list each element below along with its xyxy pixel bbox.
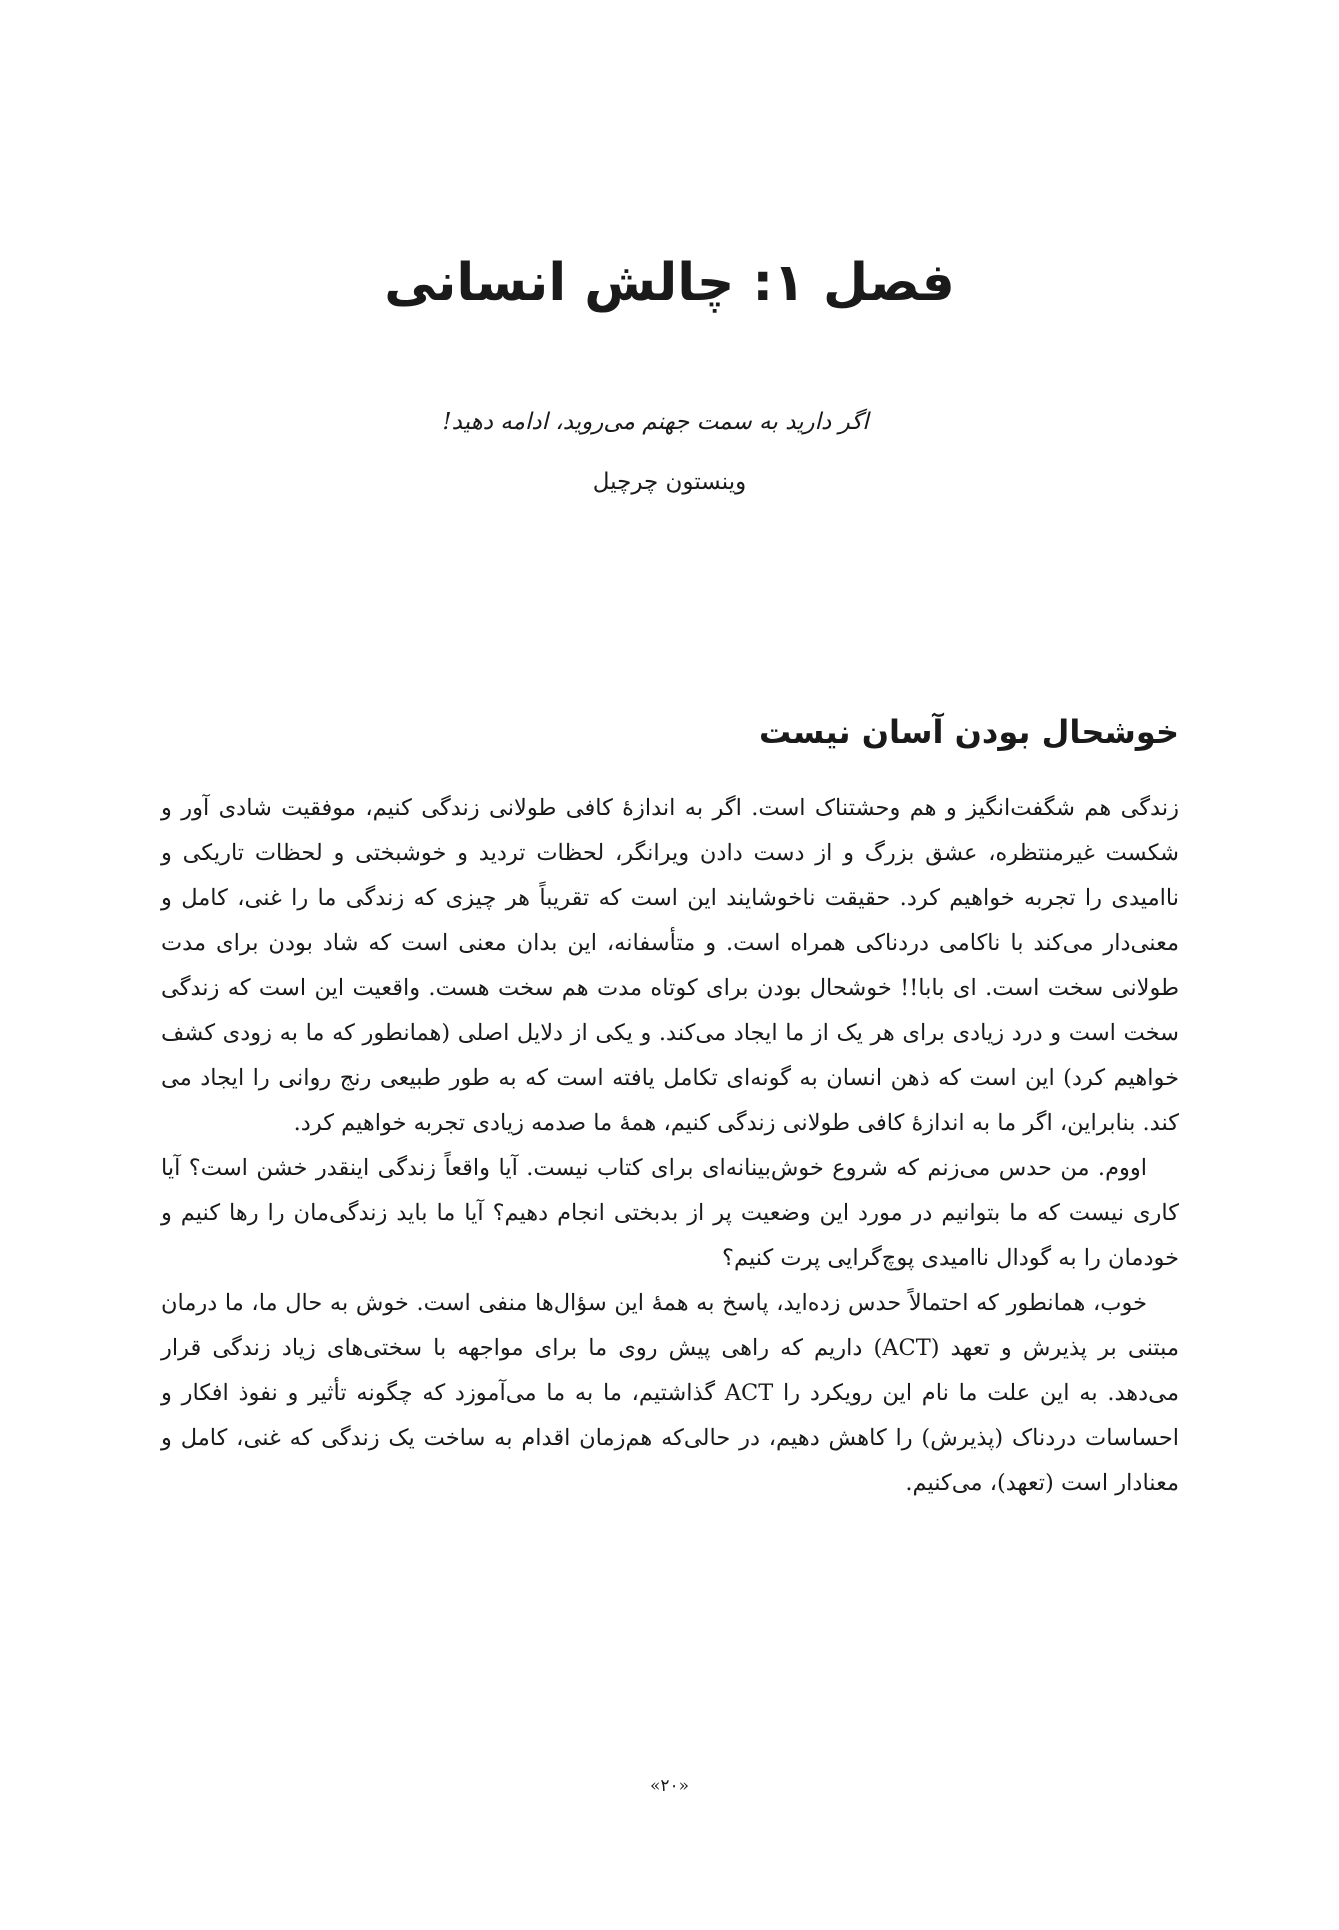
paragraph-1: زندگی هم شگفت‌انگیز و هم وحشتناک است. اگر به اندازهٔ کافی طولانی زندگی کنیم، موفقیت شادی آور و شکست غیرمنتظره، عشق بزرگ و از دست دادن ویرانگر، لحظات تردید و خوشبختی و لحظات تاریکی و ناامیدی را تجربه خواهیم کرد. حقیقت ناخوشایند این است که تقریباً هر چیزی که زندگی ما را غنی، کامل و معنی‌دار می‌کند با ناکامی دردناکی همراه است. و متأسفانه، این بدان معنی است که شاد بودن برای مدت طولانی سخت است. ای بابا!! خوشحال بودن برای کوتاه مدت هم سخت هست. واقعیت این است که زندگی سخت است و درد زیادی برای هر یک از ما ایجاد می‌کند. و یکی از دلایل اصلی (همانطور که ما به زودی کشف خواهیم کرد) این است که ذهن انسان به گونه‌ای تکامل یافته است که به طور طبیعی رنج روانی را ایجاد می کند. بنابراین، اگر ما به اندازهٔ کافی طولانی زندگی کنیم، همهٔ ما صدمه زیادی تجربه خواهیم کرد. (161, 795, 1179, 1136)
paragraph-2: اووم. من حدس می‌زنم که شروع خوش‌بینانه‌ای برای کتاب نیست. آیا واقعاً زندگی اینقدر خشن است؟ آیا کاری نیست که ما بتوانیم در مورد این وضعیت پر از بدبختی انجام دهیم؟ آیا ما باید زندگی‌مان را رها کنیم و خودمان را به گودال ناامیدی پوچ‌گرایی پرت کنیم؟ (161, 1155, 1179, 1271)
page-number: «۲۰» (649, 1776, 690, 1796)
epigraph-quote: اگر دارید به سمت جهنم می‌روید، ادامه دهید! (442, 409, 869, 435)
section-heading: خوشحال بودن آسان نیست (759, 713, 1179, 751)
epigraph (0, 402, 1339, 502)
chapter-title: فصل ۱: چالش انسانی (384, 253, 955, 313)
epigraph-author: وینستون چرچیل (592, 469, 747, 495)
paragraph-3: خوب، همانطور که احتمالاً حدس زده‌اید، پاسخ به همهٔ این سؤال‌ها منفی است. خوش به حال ما، ما درمان مبتنی بر پذیرش و تعهد (ACT) داریم که راهی پیش روی ما برای مواجهه با سختی‌های زیاد زندگی قرار می‌دهد. به این علت ما نام این رویکرد را ACT گذاشتیم، ما به ما می‌آموزد که چگونه تأثیر و نفوذ افکار و احساسات دردناک (پذیرش) را کاهش دهیم، در حالی‌که هم‌زمان اقدام به ساخت یک زندگی که غنی، کامل و معنادار است (تعهد)، می‌کنیم. (161, 1290, 1179, 1496)
body-text (161, 786, 1179, 1506)
